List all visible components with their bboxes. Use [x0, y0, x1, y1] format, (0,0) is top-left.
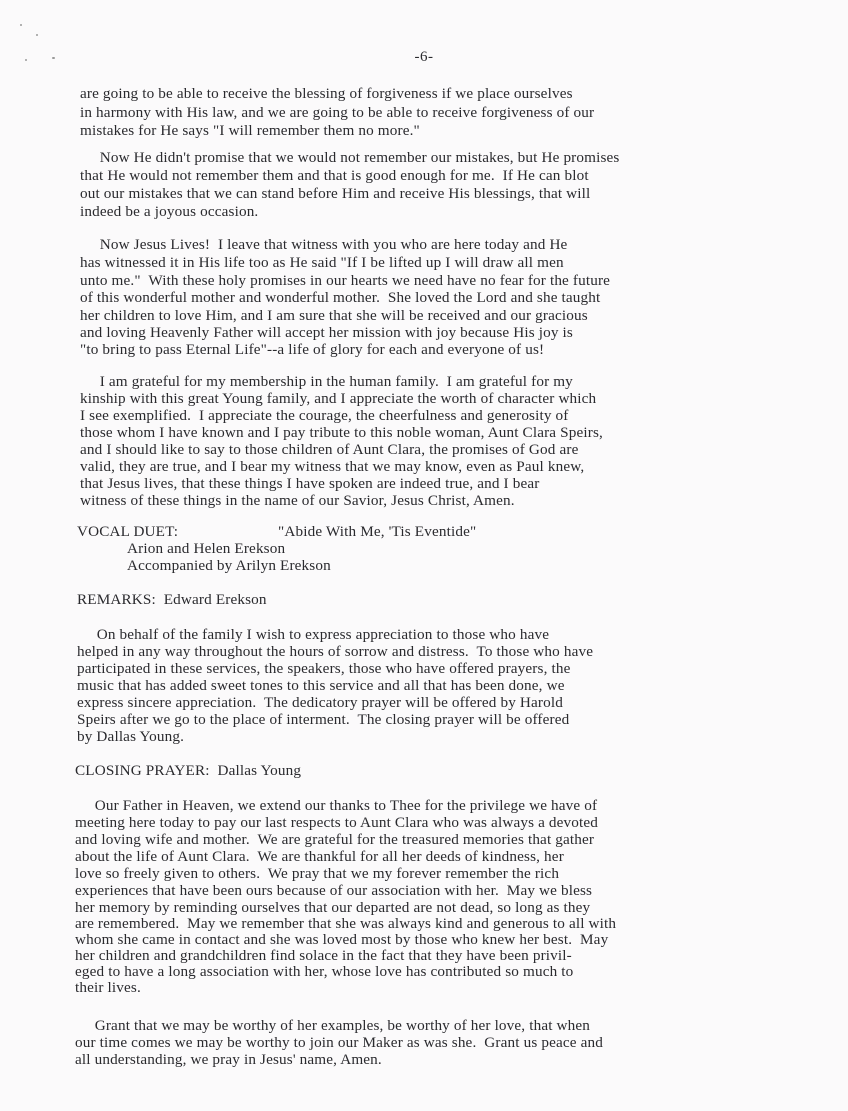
- text-line: her children to love Him, and I am sure that she will be received and our gracious: [80, 307, 588, 324]
- text-line: Speirs after we go to the place of interment. The closing prayer will be offered: [77, 711, 570, 728]
- text-line: "to bring to pass Eternal Life"--a life of glory for each and everyone of us!: [80, 341, 545, 358]
- text-line: by Dallas Young.: [77, 728, 185, 745]
- text-line: eged to have a long association with her, whose love has contributed so much to: [75, 963, 574, 980]
- text-line: music that has added sweet tones to this service and all that has been done, we: [77, 677, 565, 694]
- text-line: unto me." With these holy promises in our hearts we need have no fear for the future: [80, 272, 611, 289]
- text-line: love so freely given to others. We pray that we my forever remember the rich: [75, 865, 560, 882]
- text-line: are going to be able to receive the blessing of forgiveness if we place ourselves: [80, 85, 573, 102]
- text-line: kinship with this great Young family, and I appreciate the worth of character which: [80, 390, 597, 407]
- text-line: and loving wife and mother. We are grateful for the treasured memories that gather: [75, 831, 595, 848]
- vocal-duet-title: "Abide With Me, 'Tis Eventide": [278, 523, 477, 540]
- text-line: of this wonderful mother and wonderful mother. She loved the Lord and she taught: [80, 289, 601, 306]
- text-line: I see exemplified. I appreciate the courage, the cheerfulness and generosity of: [80, 407, 569, 424]
- text-line: out our mistakes that we can stand before Him and receive His blessings, that will: [80, 185, 591, 202]
- text-line: about the life of Aunt Clara. We are thankful for all her deeds of kindness, her: [75, 848, 564, 865]
- text-line: valid, they are true, and I bear my witness that we may know, even as Paul knew,: [80, 458, 585, 475]
- text-line: that He would not remember them and that is good enough for me. If He can blot: [80, 167, 589, 184]
- vocal-duet-performers: Arion and Helen Erekson: [127, 540, 286, 557]
- text-line: those whom I have known and I pay tribute to this noble woman, Aunt Clara Speirs,: [80, 424, 603, 441]
- text-line: Now He didn't promise that we would not remember our mistakes, but He promises: [80, 149, 620, 166]
- remarks-heading: REMARKS: Edward Erekson: [77, 591, 267, 608]
- text-line: On behalf of the family I wish to express appreciation to those who have: [77, 626, 550, 643]
- text-line: Grant that we may be worthy of her examples, be worthy of her love, that when: [75, 1017, 591, 1034]
- text-line: Now Jesus Lives! I leave that witness with you who are here today and He: [80, 236, 568, 253]
- text-line: our time comes we may be worthy to join our Maker as was she. Grant us peace and: [75, 1034, 603, 1051]
- text-line: and loving Heavenly Father will accept her mission with joy because His joy is: [80, 324, 573, 341]
- text-line: that Jesus lives, that these things I have spoken are indeed true, and I bear: [80, 475, 540, 492]
- text-line: experiences that have been ours because of our association with her. May we bless: [75, 882, 593, 899]
- text-line: and I should like to say to those children of Aunt Clara, the promises of God are: [80, 441, 579, 458]
- text-line: her children and grandchildren find solace in the fact that they have been privil-: [75, 947, 572, 964]
- text-line: participated in these services, the speakers, those who have offered prayers, the: [77, 660, 571, 677]
- text-line: indeed be a joyous occasion.: [80, 203, 259, 220]
- text-line: are remembered. May we remember that she was always kind and generous to all with: [75, 915, 617, 932]
- text-line: has witnessed it in His life too as He said "If I be lifted up I will draw all men: [80, 254, 564, 271]
- text-line: meeting here today to pay our last respects to Aunt Clara who was always a devoted: [75, 814, 599, 831]
- text-line: express sincere appreciation. The dedicatory prayer will be offered by Harold: [77, 694, 563, 711]
- closing-prayer-heading: CLOSING PRAYER: Dallas Young: [75, 762, 302, 779]
- page-number: -6-: [414, 49, 434, 65]
- text-line: witness of these things in the name of our Savior, Jesus Christ, Amen.: [80, 492, 515, 509]
- text-line: mistakes for He says "I will remember them no more.": [80, 122, 420, 139]
- text-line: her memory by reminding ourselves that our departed are not dead, so long as they: [75, 899, 591, 916]
- text-line: in harmony with His law, and we are going to be able to receive forgiveness of our: [80, 104, 595, 121]
- text-line: I am grateful for my membership in the human family. I am grateful for my: [80, 373, 573, 390]
- text-line: Our Father in Heaven, we extend our thanks to Thee for the privilege we have of: [75, 797, 598, 814]
- vocal-duet-accompanist: Accompanied by Arilyn Erekson: [127, 557, 331, 574]
- text-line: whom she came in contact and she was loved most by those who knew her best. May: [75, 931, 609, 948]
- text-line: their lives.: [75, 979, 141, 996]
- vocal-duet-label: VOCAL DUET:: [77, 523, 179, 540]
- text-line: all understanding, we pray in Jesus' name, Amen.: [75, 1051, 382, 1068]
- text-line: helped in any way throughout the hours of sorrow and distress. To those who have: [77, 643, 594, 660]
